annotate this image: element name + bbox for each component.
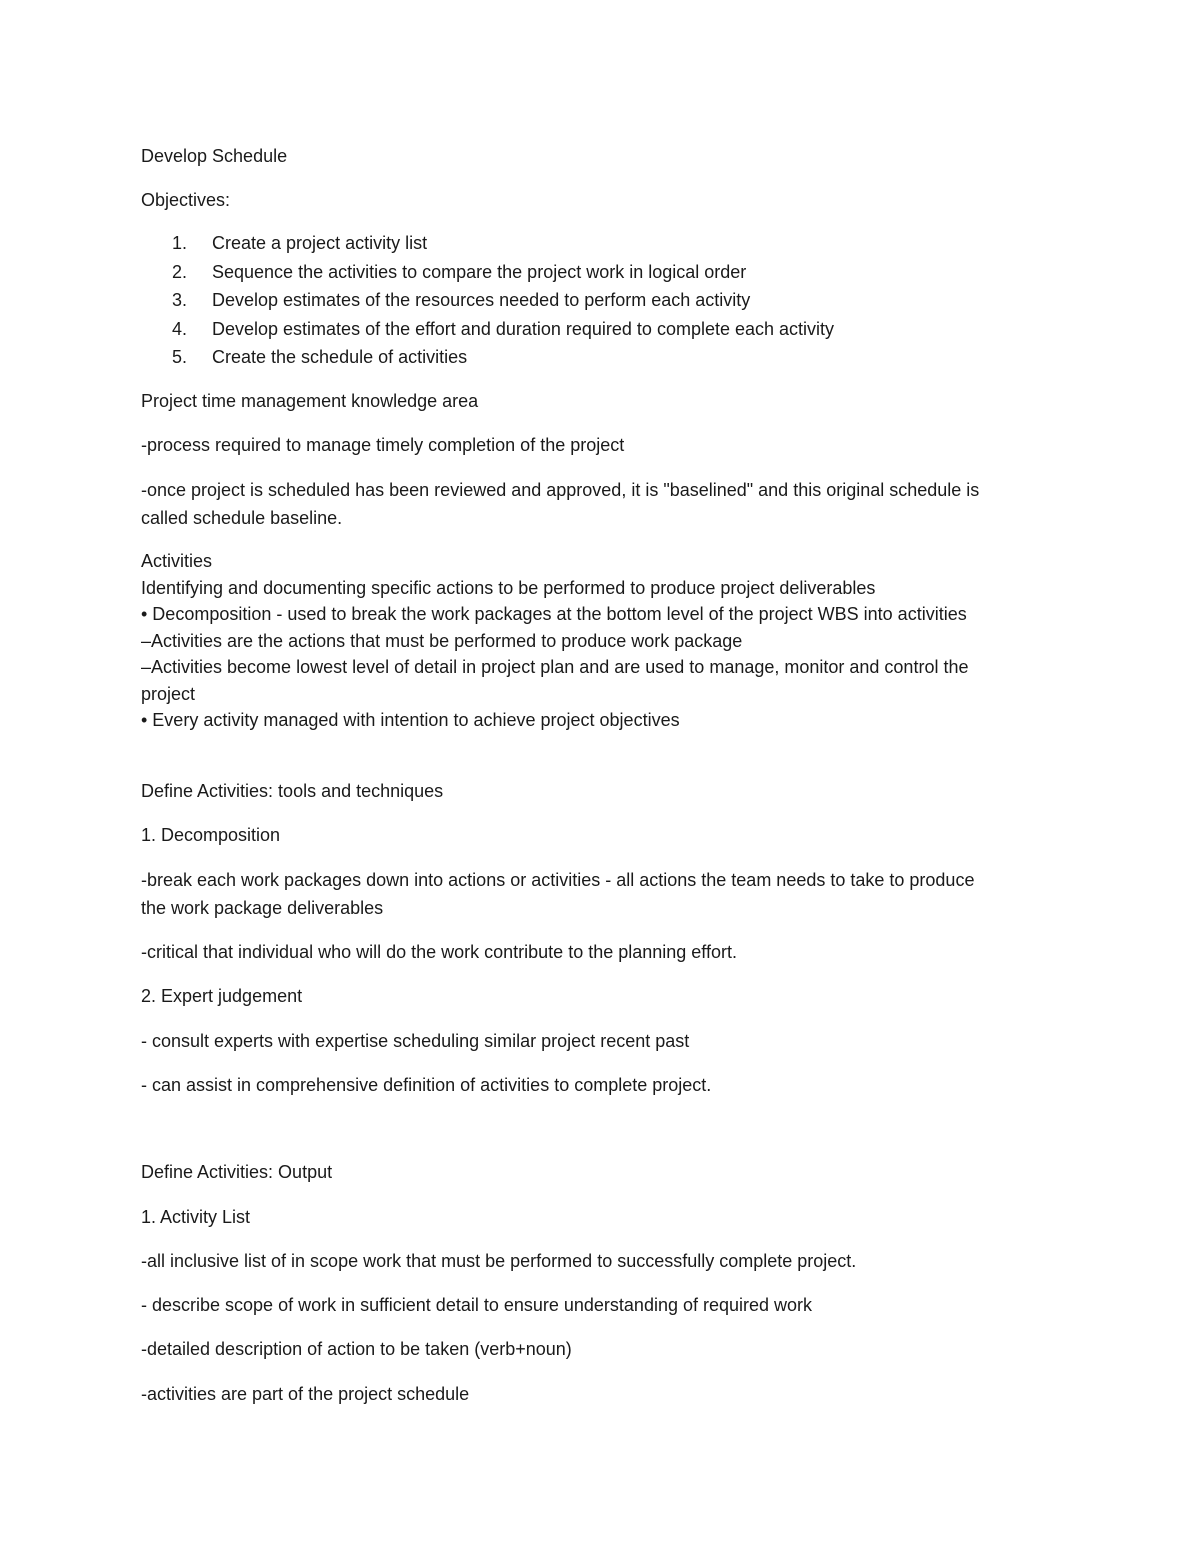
paragraph: -process required to manage timely completion of the project [141,435,625,455]
paragraph: the work package deliverables [141,898,384,918]
paragraph: -once project is scheduled has been reviewed and approved, it is "baselined" and this original schedule is [141,480,980,500]
objectives-heading: Objectives: [141,190,231,210]
activities-heading: Activities [141,551,213,571]
list-number: 5. [172,347,188,367]
bullet-line: • Decomposition - used to break the work packages at the bottom level of the project WBS into activities [141,604,967,624]
text-line: Identifying and documenting specific actions to be performed to produce project deliverables [141,578,876,598]
paragraph: -detailed description of action to be taken (verb+noun) [141,1339,572,1359]
list-number: 2. [172,262,188,282]
list-item-text: Sequence the activities to compare the project work in logical order [212,262,747,282]
list-item-text: Develop estimates of the effort and duration required to complete each activity [212,319,835,339]
tools-heading: Define Activities: tools and techniques [141,781,444,801]
list-item-text: Create the schedule of activities [212,347,468,367]
paragraph: - consult experts with expertise scheduling similar project recent past [141,1031,690,1051]
paragraph: -critical that individual who will do the work contribute to the planning effort. [141,942,737,962]
time-management-heading: Project time management knowledge area [141,391,479,411]
expert-judgement-heading: 2. Expert judgement [141,986,303,1006]
paragraph: - describe scope of work in sufficient detail to ensure understanding of required work [141,1295,813,1315]
decomposition-heading: 1. Decomposition [141,825,281,845]
activity-list-heading: 1. Activity List [141,1207,251,1227]
paragraph: called schedule baseline. [141,508,343,528]
list-item-text: Develop estimates of the resources needed to perform each activity [212,290,751,310]
paragraph: -break each work packages down into actions or activities - all actions the team needs to take to produce [141,870,975,890]
text-line: –Activities become lowest level of detail in project plan and are used to manage, monitor and control the [141,657,969,677]
list-number: 3. [172,290,188,310]
paragraph: -all inclusive list of in scope work that must be performed to successfully complete project. [141,1251,857,1271]
text-line: project [141,684,196,704]
page-title: Develop Schedule [141,146,288,166]
list-number: 4. [172,319,188,339]
list-item-text: Create a project activity list [212,233,428,253]
bullet-line: • Every activity managed with intention to achieve project objectives [141,710,680,730]
output-heading: Define Activities: Output [141,1162,333,1182]
paragraph: - can assist in comprehensive definition of activities to complete project. [141,1075,712,1095]
paragraph: -activities are part of the project schedule [141,1384,470,1404]
text-line: –Activities are the actions that must be performed to produce work package [141,631,743,651]
list-number: 1. [172,233,188,253]
